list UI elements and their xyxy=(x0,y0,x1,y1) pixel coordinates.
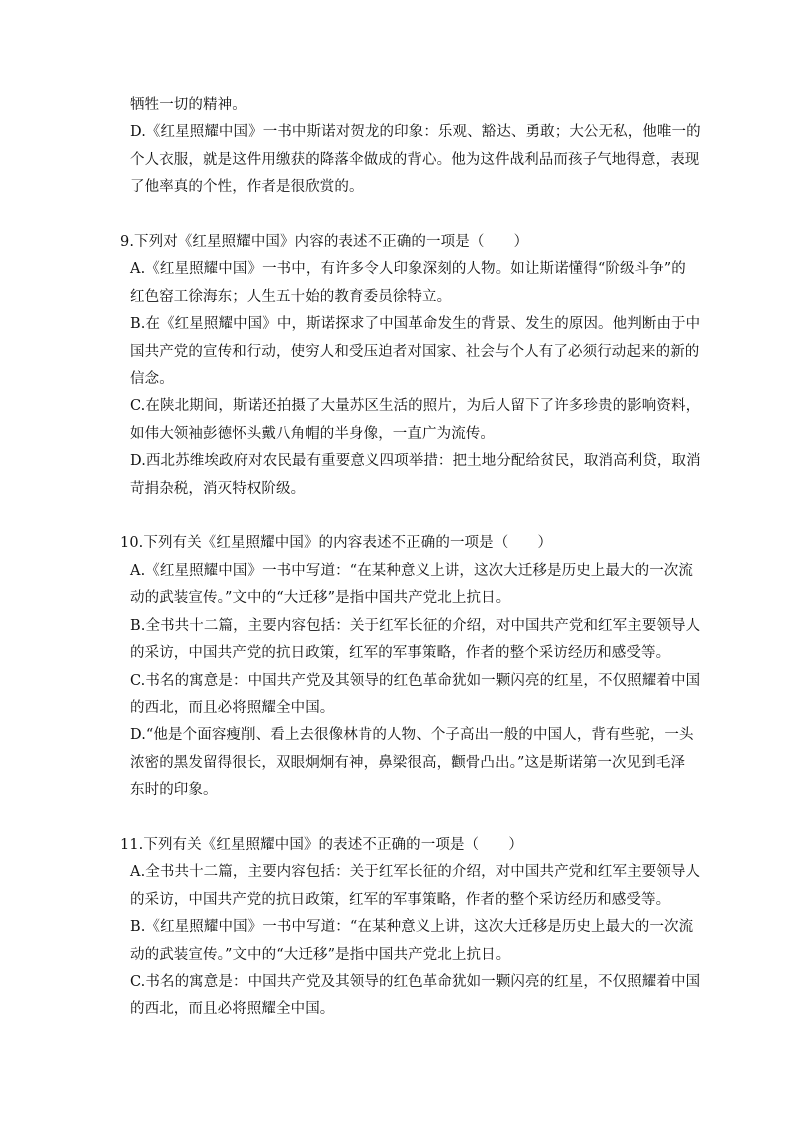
option-d: D.《红星照耀中国》一书中斯诺对贺龙的印象：乐观、豁达、勇敢；大公无私，他唯一的 xyxy=(130,124,701,141)
option-d: D.“他是个面容瘦削、看上去很像林肯的人物、个子高出一般的中国人，背有些驼，一头 xyxy=(130,727,694,744)
option-d: D.西北苏维埃政府对农民最有重要意义四项举措：把土地分配给贫民，取消高利贷，取消 xyxy=(130,453,701,470)
question-11 xyxy=(120,832,701,1024)
text-line: 动的武装宣传。”文中的“大迁移”是指中国共产党北上抗日。 xyxy=(130,590,511,607)
text-line: 国共产党的宣传和行动，使穷人和受压迫者对国家、社会与个人有了必须行动起来的新的 xyxy=(130,343,700,360)
option-c: C.书名的寓意是：中国共产党及其领导的红色革命犹如一颗闪亮的红星，不仅照耀着中国 xyxy=(130,973,701,990)
option-c: C.书名的寓意是：中国共产党及其领导的红色革命犹如一颗闪亮的红星，不仅照耀着中国 xyxy=(130,672,701,689)
text-line: 东时的印象。 xyxy=(130,782,218,799)
text-line: 了他率真的个性，作者是很欣赏的。 xyxy=(130,179,364,196)
text-line: 牺牲一切的精神。 xyxy=(130,97,247,113)
text-line: 的西北，而且必将照耀全中国。 xyxy=(130,699,335,716)
option-b: B.《红星照耀中国》一书中写道：“在某种意义上讲，这次大迁移是历史上最大的一次流 xyxy=(130,919,694,936)
text-line: 的西北，而且必将照耀全中国。 xyxy=(130,1001,335,1018)
option-b: B.全书共十二篇，主要内容包括：关于红军长征的介绍，对中国共产党和红军主要领导人 xyxy=(130,617,701,634)
question-title: 9.下列对《红星照耀中国》内容的表述不正确的一项是（ ） xyxy=(120,234,529,251)
question-title: 10.下列有关《红星照耀中国》的内容表述不正确的一项是（ ） xyxy=(120,535,553,552)
question-title: 11.下列有关《红星照耀中国》的表述不正确的一项是（ ） xyxy=(120,836,523,853)
text-line: 信念。 xyxy=(130,371,174,388)
spacer xyxy=(130,503,683,530)
option-a: A.《红星照耀中国》一书中写道：“在某种意义上讲，这次大迁移是历史上最大的一次流 xyxy=(130,562,693,579)
option-a: A.全书共十二篇，主要内容包括：关于红军长征的介绍，对中国共产党和红军主要领导人 xyxy=(130,864,701,881)
spacer xyxy=(130,805,683,832)
question-10 xyxy=(120,530,701,804)
option-a: A.《红星照耀中国》一书中，有许多令人印象深刻的人物。如让斯诺懂得“阶级斗争”的 xyxy=(130,261,686,278)
text-line: 的采访，中国共产党的抗日政策，红军的军事策略，作者的整个采访经历和感受等。 xyxy=(130,645,671,662)
text-line: 浓密的黑发留得很长，双眼炯炯有神，鼻梁很高，颧骨凸出。”这是斯诺第一次见到毛泽 xyxy=(130,754,686,771)
text-line: 苛捐杂税，消灭特权阶级。 xyxy=(130,480,306,497)
text-line: 如伟大领袖彭德怀头戴八角帽的半身像，一直广为流传。 xyxy=(130,425,495,442)
question-8-tail xyxy=(130,92,701,202)
text-line: 的采访，中国共产党的抗日政策，红军的军事策略，作者的整个采访经历和感受等。 xyxy=(130,891,671,908)
text-line: 红色窑工徐海东；人生五十始的教育委员徐特立。 xyxy=(130,288,452,305)
question-9 xyxy=(120,229,701,503)
text-line: 个人衣服，就是这件用缴获的降落伞做成的背心。他为这件战利品而孩子气地得意，表现 xyxy=(130,151,700,168)
option-c: C.在陕北期间，斯诺还拍摄了大量苏区生活的照片，为后人留下了许多珍贵的影响资料， xyxy=(130,398,701,415)
text-line: 动的武装宣传。”文中的“大迁移”是指中国共产党北上抗日。 xyxy=(130,946,511,963)
option-b: B.在《红星照耀中国》中，斯诺探求了中国革命发生的背景、发生的原因。他判断由于中 xyxy=(130,316,701,333)
spacer xyxy=(130,202,683,229)
